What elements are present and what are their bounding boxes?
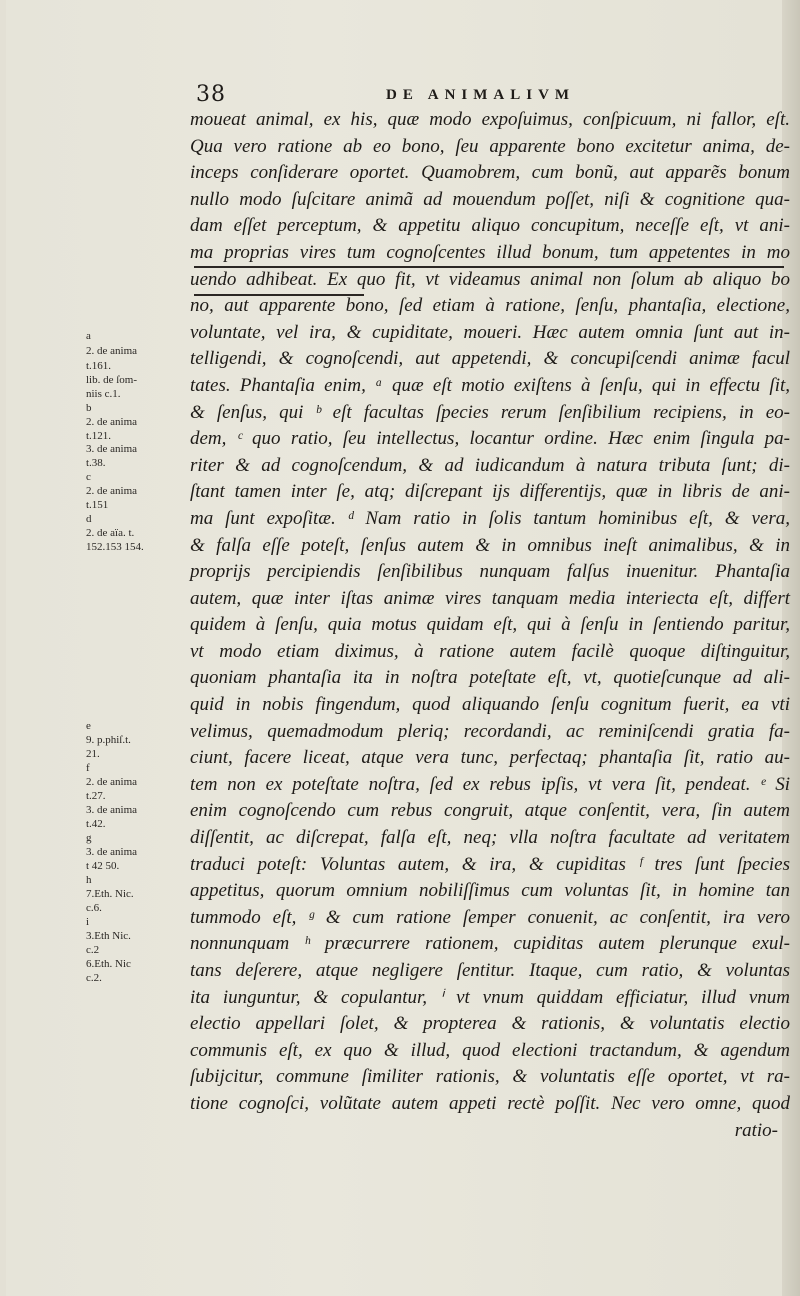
text-line: appetitus, quorum omnium nobiliſſimus cum voluntas ſit, in homine tan — [190, 880, 790, 902]
text-line: ſtant tamen inter ſe, atq; diſcrepant ijs differentijs, quæ in libris de ani- — [190, 481, 790, 503]
text-line: riter & ad cognoſcendum, & ad iudicandum à natura tributa ſunt; di- — [190, 454, 790, 476]
text-line: ita iunguntur, & copulantur, ⁱ vt vnum quiddam efficiatur, illud vnum — [190, 986, 790, 1008]
margin-note: 2. de anima — [86, 416, 138, 428]
text-line: tans deſerere, atque negligere ſentitur. Itaque, cum ratio, & voluntas — [190, 960, 790, 981]
text-line: Qua vero ratione ab eo bono, ſeu apparente bono excitetur anima, de- — [190, 135, 790, 157]
margin-note: 3. de anima — [86, 846, 138, 858]
margin-note: t.121. — [86, 430, 112, 442]
text-line: ſubijcitur, commune ſimiliter rationis, & voluntatis eſſe oportet, vt ra- — [190, 1066, 790, 1088]
text-line: electio appellari ſolet, & propterea & rationis, & voluntatis electio — [190, 1013, 790, 1035]
margin-note: 21. — [86, 748, 100, 760]
text-line: nullo modo ſuſcitare animã ad mouendum poſſet, niſi & cognitione qua- — [190, 188, 790, 210]
text-line: enim cognoſcendo cum rebus congruit, atque conſentit, vera, ſin autem — [190, 800, 790, 822]
text-line: communis eſt, ex quo & illud, quod electioni tractandum, & agendum — [190, 1039, 790, 1061]
text-line: velimus, quemadmodum pleriq; recordandi, ac reminiſcendi gratia fa- — [190, 720, 790, 742]
text-line: nonnunquam ʰ præcurrere rationem, cupiditas autem plerunque exul- — [190, 933, 790, 955]
margin-note: 6.Eth. Nic — [86, 958, 131, 970]
page-number: 38 — [196, 82, 226, 107]
text-line: tem non ex poteſtate noſtra, ſed ex rebus ipſis, vt vera ſit, pendeat. ᵉ Si — [190, 773, 790, 795]
text-line: ma proprias vires tum cognoſcentes illud bonum, tum appetentes in mo — [190, 241, 790, 263]
margin-note: c — [86, 471, 91, 483]
text-line: quidem à ſenſu, quia motus quidam eſt, qui à ſenſu in ſentiendo paritur, — [190, 614, 790, 636]
margin-note: c.2 — [86, 944, 100, 956]
margin-note: e — [86, 720, 91, 732]
text-line: quoniam phantaſia ita in noſtra poteſtate eſt, vt, quotieſcunque ad ali- — [190, 667, 790, 689]
margin-note: b — [86, 402, 92, 414]
text-line: inceps conſiderare oportet. Quamobrem, cum bonũ, aut apparẽs bonum — [190, 162, 790, 184]
text-line: diſſentit, ac diſcrepat, falſa eſt, neq; vlla noſtra facultate ad veritatem — [190, 827, 790, 849]
text-line: telligendi, & cognoſcendi, aut appetendi, & concupiſcendi animæ facul — [190, 348, 790, 370]
margin-note: d — [86, 513, 92, 525]
body-text — [190, 107, 790, 1144]
margin-note: t.38. — [86, 457, 106, 469]
text-line: ciunt, facere liceat, atque vera tunc, perfectaq; phantaſia ſit, ratio au- — [190, 747, 790, 769]
text-line: dem, ᶜ quo ratio, ſeu intellectus, locantur ordine. Hæc enim ſingula pa- — [190, 428, 790, 450]
margin-note: 2. de anima — [86, 485, 138, 497]
text-line: dam eſſet perceptum, & appetitu aliquo concupitum, neceſſe eſt, vt ani- — [190, 215, 790, 237]
text-line: autem, quæ inter iſtas animæ vires tanquam media interiecta eſt, differt — [190, 587, 790, 609]
text-line: ma ſunt expoſitæ. ᵈ Nam ratio in ſolis tantum hominibus eſt, & vera, — [190, 507, 790, 529]
text-line: tione cognoſci, volũtate autem appeti rectè poſſit. Nec vero omne, quod — [190, 1092, 790, 1114]
margin-note: 2. de aïa. t. — [86, 527, 135, 539]
margin-note: c.2. — [86, 972, 102, 984]
margin-note: 3.Eth Nic. — [86, 930, 131, 942]
text-line: no, aut apparente bono, ſed etiam à ratione, ſenſu, phantaſia, electione, — [190, 295, 790, 317]
margin-note: 152.153 154. — [86, 541, 144, 553]
margin-note: t.27. — [86, 790, 106, 802]
margin-note: h — [86, 874, 92, 886]
text-line: moueat animal, ex his, quæ modo expoſuimus, conſpicuum, ni fallor, eſt. — [190, 109, 790, 130]
margin-note: niis c.1. — [86, 388, 121, 400]
margin-note: 9. p.phiſ.t. — [86, 734, 131, 746]
margin-note: 3. de anima — [86, 804, 138, 816]
text-line: traduci poteſt: Voluntas autem, & ira, & cupiditas ᶠ tres ſunt ſpecies — [190, 853, 790, 875]
running-title: DE ANIMALIVM — [386, 87, 576, 103]
margin-note: t.161. — [86, 360, 112, 372]
text-line: & ſenſus, qui ᵇ eſt facultas ſpecies rerum ſenſibilium recipiens, in eo- — [190, 401, 790, 423]
margin-note: a — [86, 330, 91, 342]
text-line: voluntate, vel ira, & cupiditate, moueri. Hæc autem omnia ſunt aut in- — [190, 321, 790, 343]
margin-note: f — [86, 762, 90, 774]
margin-note: c.6. — [86, 902, 102, 914]
margin-note: i — [86, 916, 90, 928]
margin-note: lib. de ſom- — [86, 374, 138, 386]
margin-note: g — [86, 832, 92, 844]
text-line: & falſa eſſe poteſt, ſenſus autem & in omnibus ineſt animalibus, & in — [190, 534, 790, 556]
margin-note: t.42. — [86, 818, 106, 830]
margin-note: 2. de anima — [86, 345, 138, 357]
margin-note: 2. de anima — [86, 776, 138, 788]
margin-note: 7.Eth. Nic. — [86, 888, 134, 900]
text-line: vt modo etiam diximus, à ratione autem facilè quoque diſtinguitur, — [190, 640, 790, 662]
text-line: tates. Phantaſia enim, ᵃ quæ eſt motio exiſtens à ſenſu, qui in effectu ſit, — [190, 374, 790, 396]
text-line: proprijs percipiendis ſenſibilibus nunquam falſus inuenitur. Phantaſia — [190, 561, 790, 583]
text-line: quid in nobis fingendum, quod aliquando ſenſu cognitum fuerit, ea vti — [190, 694, 790, 716]
margin-note: 3. de anima — [86, 443, 138, 455]
text-line: tummodo eſt, ᵍ & cum ratione ſemper conuenit, ac conſentit, ira vero — [190, 906, 790, 928]
catchword: ratio- — [734, 1119, 778, 1141]
margin-note: t 42 50. — [86, 860, 120, 872]
margin-note: t.151 — [86, 499, 109, 511]
text-line: uendo adhibeat. Ex quo fit, vt videamus animal non ſolum ab aliquo bo — [190, 268, 790, 290]
